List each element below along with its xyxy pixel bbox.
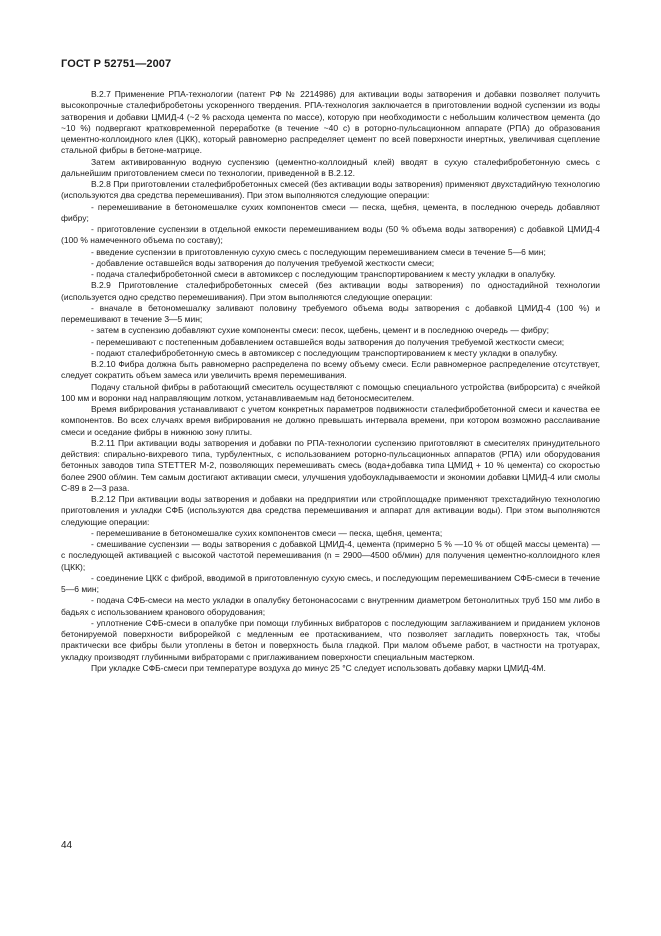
list-item: - перемешивание в бетономешалке сухих компонентов смеси — песка, щебня, цемента; xyxy=(91,527,443,538)
list-item: - соединение ЦКК с фиброй, вводимой в приготовленную сухую смесь, и последующим перемешиванием СФБ-смеси в течение 5—6 мин; xyxy=(61,572,600,594)
paragraph-b210: В.2.10 Фибра должна быть равномерно распределена по всему объему смеси. Если равномерное распределение отсутствует, следует сократить объем замеса или увеличить время перемешивания. xyxy=(61,359,600,381)
paragraph-b29: В.2.9 Приготовление сталефибробетонных смесей (без активации воды затворения) по одностадийной технологии (используется одно средство перемешивания). При этом выполняются следующие операции: xyxy=(61,280,600,302)
paragraph-vibration: Время вибрирования устанавливают с учетом конкретных параметров подвижности сталефибробетонной смеси и качества ее компонентов. Во всех случаях время вибрирования не должно превышать интервала времени, при котором возможно расслаивание смеси и оседание фибры в нижнюю зону плиты. xyxy=(61,404,600,437)
paragraph-fiber-feed: Подачу стальной фибры в работающий смеситель осуществляют с помощью специального устройства (виброрсита) с ячейкой 100 мм и воронки над направляющим лотком, устанавливаемым над бетоносмесителем. xyxy=(61,381,600,403)
list-item: - подача СФБ-смеси на место укладки в опалубку бетононасосами с внутренним диаметром бетонолитных труб 150 мм либо в бадьях с использованием кранового оборудования; xyxy=(61,595,600,617)
list-item: - перемешивание в бетономешалке сухих компонентов смеси — песка, щебня, цемента, в последнюю очередь добавляют фибру; xyxy=(61,201,600,223)
page-number: 44 xyxy=(61,840,73,851)
list-item: - перемешивают с постепенным добавлением оставшейся воды затворения до получения требуемой жесткости смеси; xyxy=(91,336,565,347)
paragraph-b212: В.2.12 При активации воды затворения и добавки на предприятии или стройплощадке применяют трехстадийную технологию приготовления и укладки СФБ (используются два средства перемешивания и аппарат для активации воды). При этом выполняются следующие операции: xyxy=(61,494,600,527)
paragraph-winter: При укладке СФБ-смеси при температуре воздуха до минус 25 °С следует использовать добавку марки ЦМИД-4М. xyxy=(91,662,546,673)
paragraph-activation: Затем активированную водную суспензию (цементно-коллоидный клей) вводят в сухую сталефибробетонную смесь с дальнейшим приготовлением смеси по технологии, приведенной в В.2.12. xyxy=(61,156,600,178)
paragraph-b27: В.2.7 Применение РПА-технологии (патент РФ № 2214986) для активации воды затворения и добавки позволяет получить высокопрочные сталефибробетоны ускоренного твердения. РПА-технология заключается в приготовлении водной суспензии из воды затворения и добавки ЦМИД-4 (~2 % расхода цемента по массе), которую при необходимости с небольшим количеством цемента (до ~10 %) подвергают кратковременной переработке (в течение ~40 с) в роторно-пульсационном аппарате (РПА) до образования цементно-коллоидного клея (ЦКК), который равномерно распределяет цемент по всей поверхности инертных, увеличивая сцепление стальной фибры в бетоне-матрице. xyxy=(61,89,600,156)
list-item: - приготовление суспензии в отдельной емкости перемешиванием воды (50 % объема воды затворения) с добавкой ЦМИД-4 (100 % намеченного объема по составу); xyxy=(61,224,600,246)
list-item: - вначале в бетономешалку заливают половину требуемого объема воды затворения с добавкой ЦМИД-4 (100 %) и перемешивают в течение 3—5 мин; xyxy=(61,302,600,324)
paragraph-b211: В.2.11 При активации воды затворения и добавки по РПА-технологии суспензию приготовляют в смесителях принудительного действия: спирально-вихревого типа, турбулентных, с использованием роторно-пульсационных аппаратов (РПА) или оборудования бетонных заводов типа STETTER M-2, позволяющих перемешивать смесь (вода+добавка типа ЦМИД + 10 % цемента) со скоростью более 2900 об/мин. Тем самым достигают активации смеси, улучшения удобоукладываемости и экономии добавки ЦМИД-4 или смолы С-89 в 2—3 раза. xyxy=(61,437,600,493)
paragraph-b28: В.2.8 При приготовлении сталефибробетонных смесей (без активации воды затворения) применяют двухстадийную технологию (используются два средства перемешивания). При этом выполняются следующие операции: xyxy=(61,179,600,201)
list-item: - уплотнение СФБ-смеси в опалубке при помощи глубинных вибраторов с последующим заглаживанием и приданием уклонов бетонируемой поверхности виброрейкой с медленным ее протаскиванием, что позволяет загладить поверхность так, чтобы практически все фибры были утоплены в бетон и поверхность была гладкой. При малом объеме работ, в частности на тротуарах, укладку производят глубинными вибраторами с приглаживанием поверхности специальным мастерком. xyxy=(61,617,600,662)
list-item: - подача сталефибробетонной смеси в автомиксер с последующим транспортированием к месту укладки в опалубку. xyxy=(91,269,556,279)
list-item: - добавление оставшейся воды затворения до получения требуемой жесткости смеси; xyxy=(91,257,435,268)
document-body xyxy=(61,89,600,674)
list-item: - подают сталефибробетонную смесь в автомиксер с последующим транспортированием к месту укладки в опалубку. xyxy=(91,347,558,358)
list-item: - затем в суспензию добавляют сухие компоненты смеси: песок, щебень, цемент и в последнюю очередь — фибру; xyxy=(91,325,550,336)
list-item: - смешивание суспензии — воды затворения с добавкой ЦМИД-4, цемента (примерно 5 % —10 % от общей массы цемента) — с последующей активацией с высокой частотой перемешивания (n = 2900—4500 об/мин) для получения цементно-коллоидного клея (ЦКК); xyxy=(61,539,600,572)
document-header: ГОСТ Р 52751—2007 xyxy=(61,58,172,70)
list-item: - введение суспензии в приготовленную сухую смесь с последующим перемешиванием смеси в течение 5—6 мин; xyxy=(91,246,546,257)
